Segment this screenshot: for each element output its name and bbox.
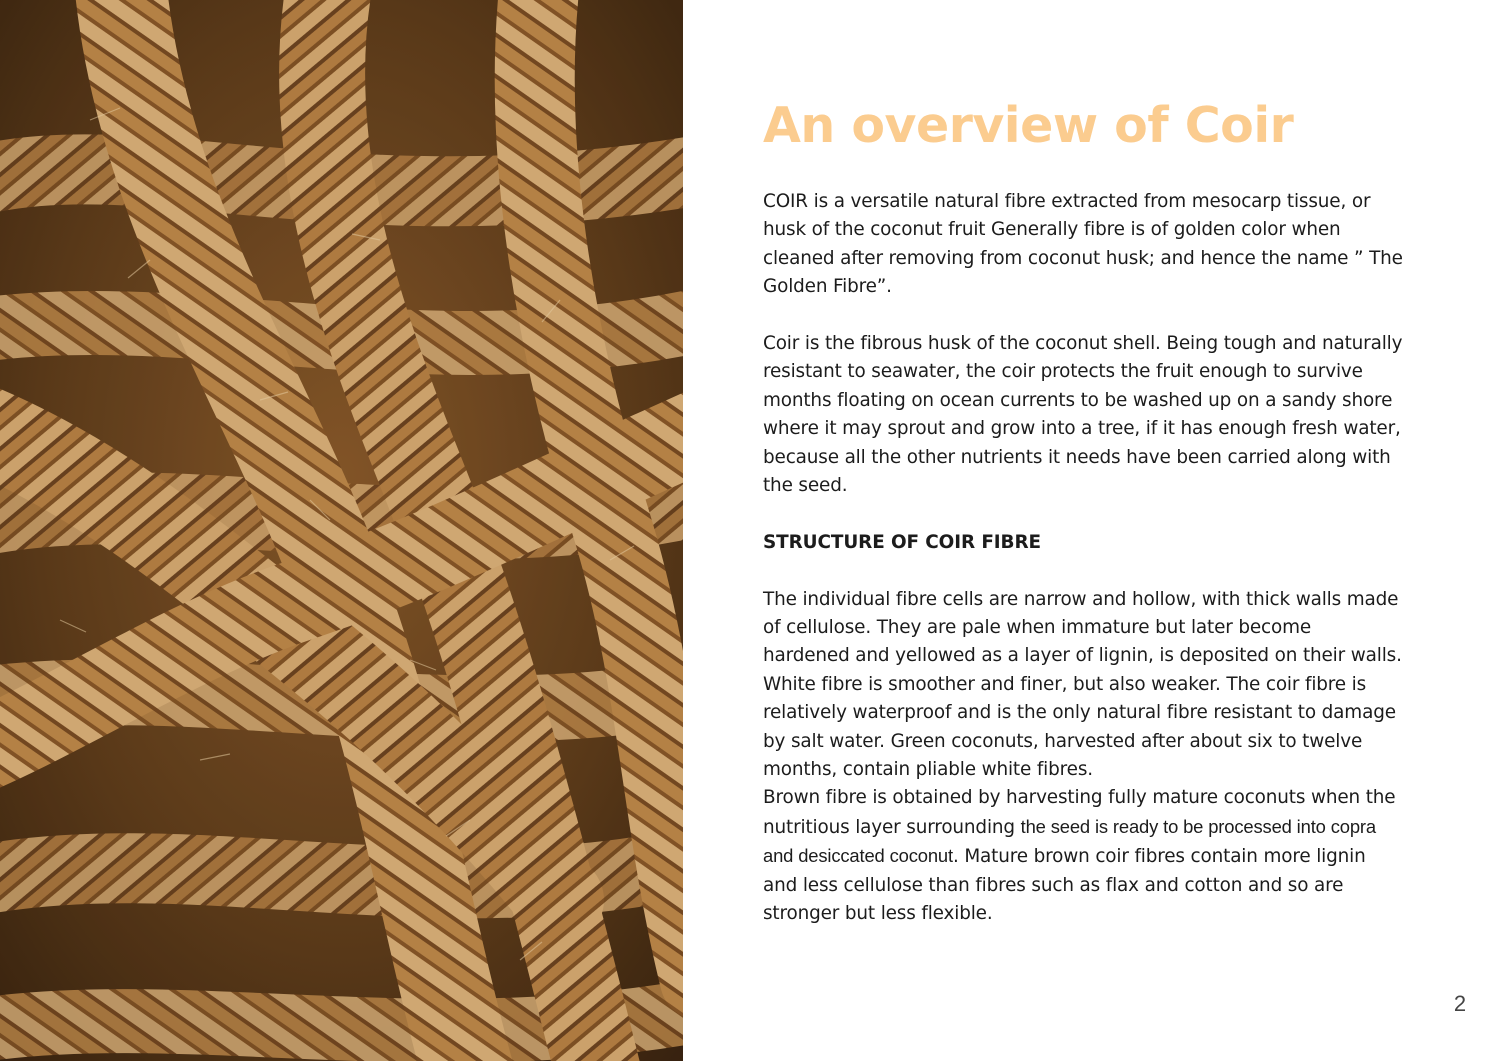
fibre-cells-paragraph: The individual fibre cells are narrow and hollow, with thick walls made of cellulose. They are pale when immature but later become hardened and yellowed as a layer of lignin, is deposited on their walls. [763,588,1402,667]
brown-fibre-text-a: Brown fibre is obtained by harvesting fully mature coconuts when the nutritious layer surrounding [763,787,1396,838]
brown-fibre-paragraph [763,784,1403,928]
rope-illustration [0,0,683,1061]
section-heading: STRUCTURE OF COIR FIBRE [763,531,1041,553]
paragraph-spacer [763,557,1403,585]
coir-rope-photo [0,0,683,1061]
page-title: An overview of Coir [763,97,1294,154]
page-number: 2 [1453,991,1467,1016]
white-fibre-paragraph: White fibre is smoother and finer, but also weaker. The coir fibre is relatively waterproof and is the only natural fibre resistant to damage by salt water. Green coconuts, harvested after about six to twelve months, contain pliable white fibres. [763,673,1396,781]
brown-fibre-text-b: the seed is ready to be processed into copra and desiccated coconut [763,815,1376,867]
husk-paragraph: Coir is the fibrous husk of the coconut shell. Being tough and naturally resistant to seawater, the coir protects the fruit enough to survive months floating on ocean currents to be washed up on a sandy shore where it may sprout and grow into a tree, if it has enough fresh water, because all the other nutrients it needs have been carried along with the seed. [763,333,1403,497]
paragraph-spacer [763,302,1403,330]
intro-paragraph: COIR is a versatile natural fibre extracted from mesocarp tissue, or husk of the coconut fruit Generally fibre is of golden color when cleaned after removing from coconut husk; and hence the name ” The Golden Fibre”. [763,191,1403,298]
brown-fibre-text-c: . Mature brown coir fibres contain more lignin and less cellulose than fibres such as flax and cotton and so are stronger but less flexible. [763,846,1366,925]
text-column [763,92,1403,929]
paragraph-spacer [763,500,1403,528]
